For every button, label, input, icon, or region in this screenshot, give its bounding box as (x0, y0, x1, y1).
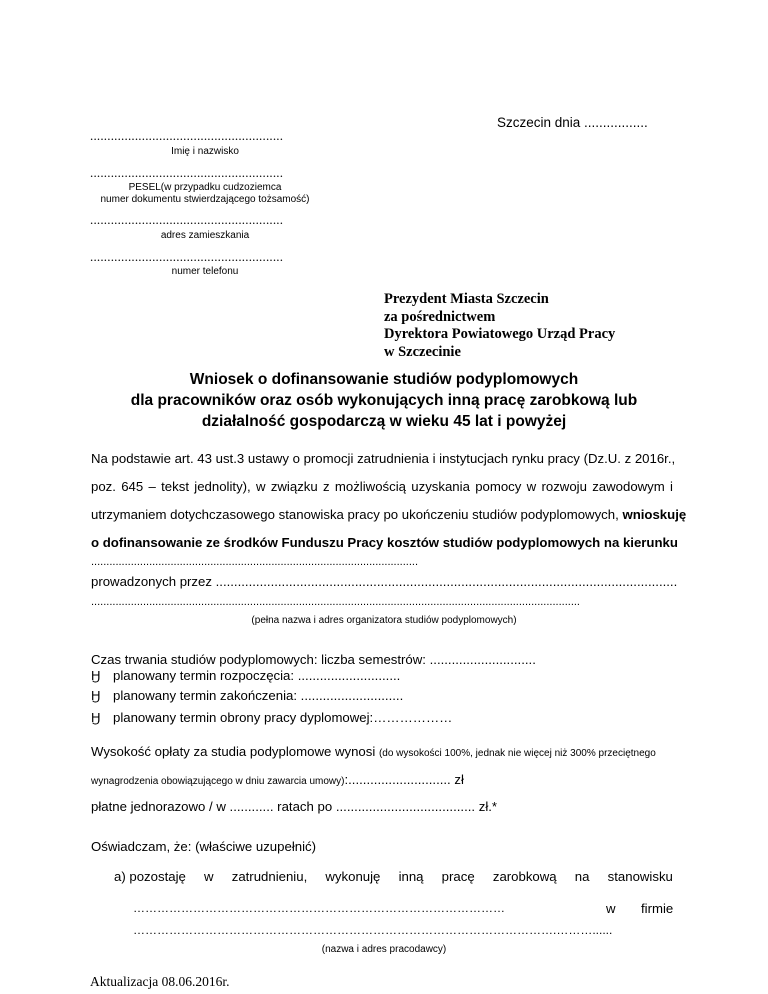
defense-date-text: planowany termin obrony pracy dyplomowej:……………… (113, 710, 453, 725)
employer-caption: (nazwa i adres pracodawcy) (321, 944, 447, 955)
pesel-field[interactable]: ........................................................ (90, 165, 284, 180)
intro-request-verb: wnioskuję (622, 507, 687, 522)
declaration-word: na (574, 869, 590, 884)
declaration-word: w (204, 869, 214, 884)
name-field[interactable]: ........................................................ (90, 128, 284, 143)
addressee-line: Prezydent Miasta Szczecin (384, 291, 549, 307)
end-date-item[interactable] (91, 688, 403, 703)
address-caption: adres zamieszkania (160, 230, 250, 241)
intro-line4: o dofinansowanie ze środków Funduszu Pracy kosztów studiów podyplomowych na kierunku (91, 535, 678, 550)
bullet-icon: Ӈ (91, 668, 101, 683)
end-date-text: planowany termin zakończenia: ............................ (113, 688, 404, 703)
bullet-icon: Ӈ (91, 710, 101, 725)
duration-header[interactable]: Czas trwania studiów podyplomowych: liczba semestrów: ............................. (91, 652, 536, 667)
study-field-input[interactable]: ........................................................................................................... (91, 556, 419, 568)
declaration-word: inną (398, 869, 424, 884)
addressee-block (384, 291, 615, 361)
declaration-word: stanowisku (607, 869, 673, 884)
declaration-word: zarobkową (492, 869, 557, 884)
fee-line1 (91, 744, 656, 759)
employer-input[interactable]: …………………………………………………………………………………………….………...... (133, 923, 613, 937)
declaration-firmie: firmie (641, 901, 674, 916)
address-field[interactable]: ........................................................ (90, 212, 284, 227)
addressee-line: w Szczecinie (384, 343, 461, 360)
phone-caption: numer telefonu (171, 266, 239, 277)
intro-line1: Na podstawie art. 43 ust.3 ustawy o promocji zatrudnienia i instytucjach rynku pracy (Dz.U. z 2016r., (91, 451, 676, 466)
declaration-word: pracę (441, 869, 475, 884)
organizer-input[interactable]: prowadzonych przez .............................................................................................................................. (91, 574, 678, 589)
fee-note1: (do wysokości 100%, jednak nie więcej niż 300% przeciętnego (378, 748, 656, 759)
intro-line2: poz. 645 – tekst jednolity), w związku z możliwością uzyskania pomocy w rozwoju zawodowym i (91, 479, 673, 494)
payment-line[interactable]: płatne jednorazowo / w ............ ratach po ...................................... zł.* (91, 799, 498, 814)
declaration-word: a) pozostaję (114, 869, 186, 884)
document-title-line2: dla pracowników oraz osób wykonujących inną pracę zarobkową lub (130, 392, 638, 409)
pesel-caption-line1: PESEL(w przypadku cudzoziemca (128, 182, 282, 193)
declaration-word: wykonuję (325, 869, 381, 884)
intro-line3 (91, 507, 687, 522)
fee-amount: :............................ zł (344, 772, 464, 787)
document-title-line1: Wniosek o dofinansowanie studiów podyplomowych (189, 371, 579, 388)
name-caption: Imię i nazwisko (171, 146, 239, 157)
defense-date-item[interactable] (91, 710, 452, 725)
fee-line2[interactable] (91, 772, 464, 787)
declaration-w: w (606, 901, 616, 916)
document-title-line3: działalność gospodarczą w wieku 45 lat i powyżej (201, 413, 567, 430)
bullet-icon: Ӈ (91, 688, 101, 703)
addressee-line: Dyrektora Powiatowego Urząd Pracy (384, 326, 616, 342)
declaration-word: zatrudnieniu, (231, 869, 308, 884)
phone-field[interactable]: ........................................................ (90, 249, 284, 264)
footer-update-date: Aktualizacja 08.06.2016r. (90, 974, 230, 989)
place-date: Szczecin dnia ................. (497, 115, 648, 130)
fee-note2: wynagrodzenia obowiązującego w dniu zawarcia umowy) (91, 776, 345, 787)
declaration-header: Oświadczam, że: (właściwe uzupełnić) (91, 839, 316, 854)
organizer-address-input[interactable]: ................................................................................................................................................................ (91, 596, 580, 608)
position-input[interactable]: ………………………………………………………………………………… (133, 901, 505, 915)
fee-label: Wysokość opłaty za studia podyplomowe wynosi (91, 744, 376, 759)
intro-line3-text: utrzymaniem dotychczasowego stanowiska pracy po ukończeniu studiów podyplomowych, (91, 507, 623, 522)
addressee-line: za pośrednictwem (384, 308, 496, 325)
declaration-item-a (114, 869, 673, 884)
start-date-text: planowany termin rozpoczęcia: ............................ (113, 668, 401, 683)
start-date-item[interactable] (91, 668, 400, 683)
organizer-caption: (pełna nazwa i adres organizatora studiów podyplomowych) (251, 615, 517, 626)
pesel-caption-line2: numer dokumentu stwierdzającego tożsamość) (100, 194, 310, 205)
